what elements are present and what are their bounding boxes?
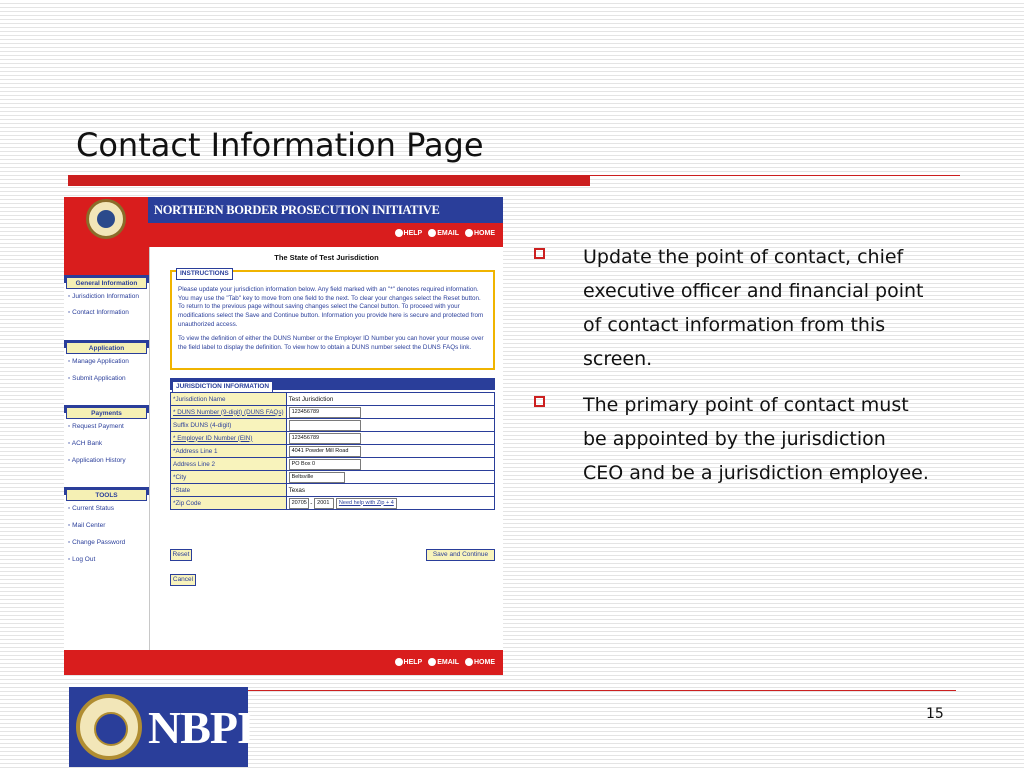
state-value: Texas: [286, 484, 494, 497]
nav-item-manage-application[interactable]: ▫ Manage Application: [68, 358, 129, 365]
footer-rule: [248, 690, 956, 691]
nav-head-application: Application: [66, 342, 147, 354]
zip4-input[interactable]: 2001: [314, 498, 334, 509]
duns-input[interactable]: 123456789: [289, 407, 361, 418]
bullet-list: [530, 240, 930, 502]
nav-head-general: General Information: [66, 277, 147, 289]
table-row: [171, 419, 495, 432]
nav-item-application-history[interactable]: ▫ Application History: [68, 457, 126, 464]
email-icon: [428, 658, 436, 666]
cancel-button[interactable]: Cancel: [170, 574, 196, 586]
slide-title: Contact Information Page: [76, 126, 484, 164]
nav-head-payments: Payments: [66, 407, 147, 419]
field-label: *City: [171, 471, 287, 484]
field-label: Suffix DUNS (4-digit): [171, 419, 287, 432]
nav-item-ach-bank[interactable]: ▫ ACH Bank: [68, 440, 103, 447]
jurisdiction-tag: JURISDICTION INFORMATION: [172, 381, 273, 393]
field-label: *Zip Code: [171, 497, 287, 510]
field-label: *Address Line 1: [171, 445, 287, 458]
home-link[interactable]: HOME: [465, 658, 495, 666]
doj-seal-icon: [86, 199, 126, 239]
nav-item-request-payment[interactable]: ▫ Request Payment: [68, 423, 124, 430]
footer-bar: [150, 650, 503, 675]
nav-item-change-password[interactable]: ▫ Change Password: [68, 539, 126, 546]
help-icon: [395, 229, 403, 237]
city-input[interactable]: Beltsville: [289, 472, 345, 483]
square-bullet-icon: [534, 396, 545, 407]
table-row: [171, 432, 495, 445]
seal-box: [64, 197, 148, 247]
table-row: [171, 471, 495, 484]
side-nav: [64, 247, 150, 675]
reset-button[interactable]: Reset: [170, 549, 192, 561]
square-bullet-icon: [534, 248, 545, 259]
nav-item-current-status[interactable]: ▫ Current Status: [68, 505, 115, 512]
zip-input[interactable]: 20705: [289, 498, 309, 509]
footer-bar-left: [64, 650, 150, 675]
doj-seal-icon: [76, 694, 142, 760]
instructions-text-1: Please update your jurisdiction information below. Any field marked with an "*" denotes required information. You may use the "Tab" key to move from one field to the next. To clear your changes select the Reset button. To return to the previous page without saving changes select the Cancel button. To proceed with your modifications select the Save and Continue button. Information you provide here is secure and protected from unauthorized access.: [178, 286, 484, 328]
table-row: [171, 484, 495, 497]
table-row: [171, 458, 495, 471]
instructions-text-2: To view the definition of either the DUNS Number or the Employer ID Number you can hover your mouse over the field label to display the definition. To view how to obtain a DUNS number select the DUNS FAQs link.: [178, 335, 484, 352]
brand-bar: [148, 197, 503, 223]
email-icon: [428, 229, 436, 237]
nav-item-log-out[interactable]: ▫ Log Out: [68, 556, 96, 563]
nav-item-jurisdiction-information[interactable]: ▫ Jurisdiction Information: [68, 293, 139, 300]
table-row: [171, 445, 495, 458]
brand-title: NORTHERN BORDER PROSECUTION INITIATIVE: [154, 203, 440, 217]
jurisdiction-name-value: Test Jurisdiction: [286, 393, 494, 406]
suffix-duns-input[interactable]: [289, 420, 361, 431]
help-icon: [395, 658, 403, 666]
ein-label[interactable]: * Employer ID Number (EIN): [171, 432, 287, 445]
ein-input[interactable]: 123456789: [289, 433, 361, 444]
nav-item-submit-application[interactable]: ▫ Submit Application: [68, 375, 126, 382]
nbpi-logo: [69, 687, 254, 767]
bottom-links: [395, 658, 495, 666]
page-heading: The State of Test Jurisdiction: [274, 253, 379, 262]
field-label: Address Line 2: [171, 458, 287, 471]
save-and-continue-button[interactable]: Save and Continue: [426, 549, 495, 561]
main-content: [150, 247, 503, 650]
home-icon: [465, 229, 473, 237]
table-row: [171, 406, 495, 419]
jurisdiction-form: [170, 392, 495, 510]
bullet-item: Update the point of contact, chief executive officer and financial point of contact information from this screen.: [530, 240, 930, 376]
logo-text: NBPI: [148, 702, 254, 753]
nav-head-tools: TOOLS: [66, 489, 147, 501]
help-link[interactable]: HELP: [395, 229, 423, 237]
home-icon: [465, 658, 473, 666]
nav-item-mail-center[interactable]: ▫ Mail Center: [68, 522, 106, 529]
zip-help-link[interactable]: Need help with Zip + 4: [336, 498, 397, 509]
address-line-2-input[interactable]: PO Box 0: [289, 459, 361, 470]
duns-label[interactable]: * DUNS Number (9-digit) (DUNS FAQs): [171, 406, 287, 419]
help-link[interactable]: HELP: [395, 658, 423, 666]
table-row: *Zip Code 20705 - 2001 Need help with Zip + 4: [171, 497, 495, 510]
title-rule: [68, 175, 590, 186]
instructions-box: [170, 270, 495, 370]
page-number: 15: [926, 706, 944, 722]
email-link[interactable]: EMAIL: [428, 658, 459, 666]
sidebar-red-fill: [64, 247, 149, 275]
home-link[interactable]: HOME: [465, 229, 495, 237]
title-rule-thin: [590, 175, 960, 176]
field-label: *State: [171, 484, 287, 497]
app-screenshot: [64, 197, 503, 675]
address-line-1-input[interactable]: 4041 Powder Mill Road: [289, 446, 361, 457]
nav-item-contact-information[interactable]: ▫ Contact Information: [68, 309, 129, 316]
table-row: [171, 393, 495, 406]
jurisdiction-header: [170, 378, 495, 390]
instructions-tag: INSTRUCTIONS: [176, 268, 233, 280]
field-label: *Jurisdiction Name: [171, 393, 287, 406]
top-links: [395, 229, 495, 237]
email-link[interactable]: EMAIL: [428, 229, 459, 237]
bullet-item: The primary point of contact must be appointed by the jurisdiction CEO and be a jurisdiction employee.: [530, 388, 930, 490]
